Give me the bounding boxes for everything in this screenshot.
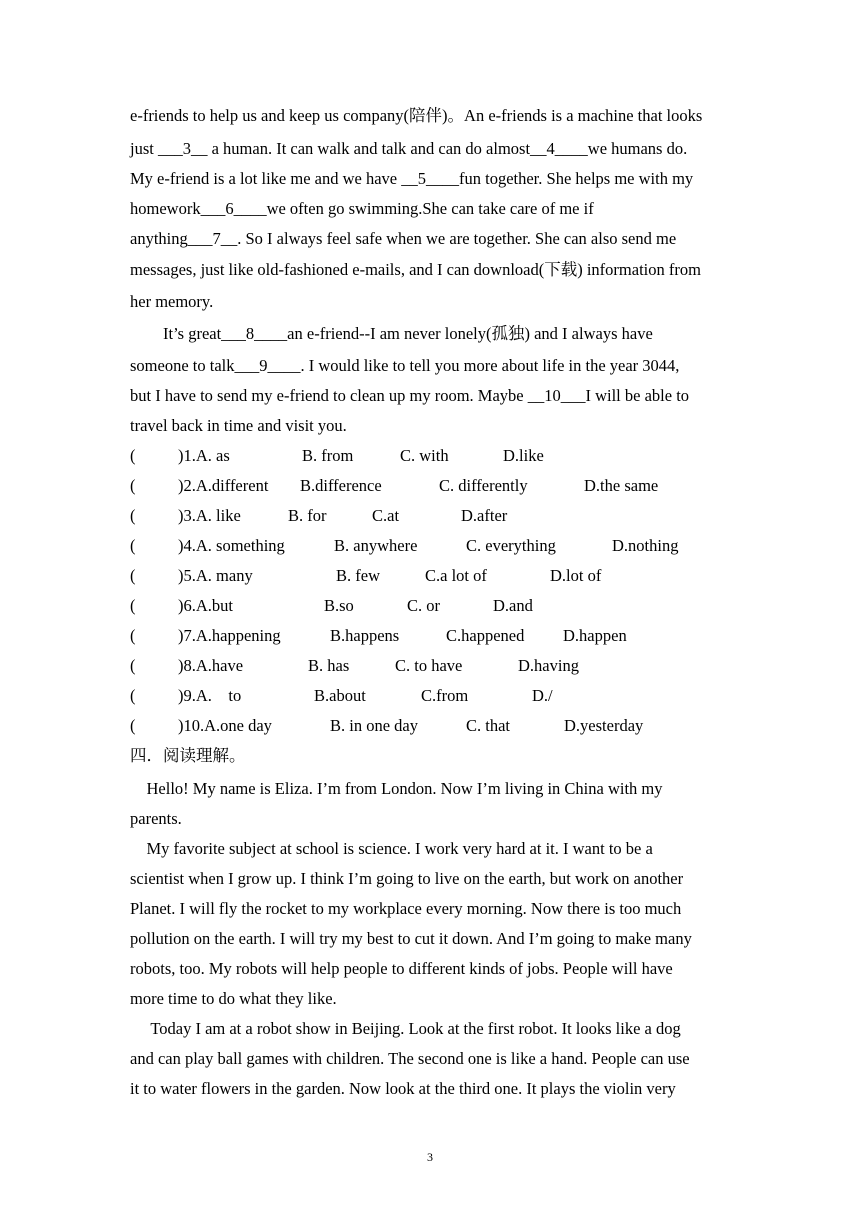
option-c: C.at bbox=[372, 506, 400, 525]
answer-bracket: ( bbox=[130, 686, 136, 705]
passage-line: It’s great___8____an e-friend--I am never lonely(孤独) and I always have bbox=[130, 324, 653, 343]
passage-line: travel back in time and visit you. bbox=[130, 416, 347, 435]
option-d: D.the same bbox=[584, 476, 659, 495]
question-row bbox=[130, 446, 730, 466]
option-a: )10.A.one day bbox=[178, 716, 272, 735]
section-heading: 四．阅读理解。 bbox=[130, 746, 246, 765]
option-d: D.after bbox=[461, 506, 508, 525]
passage-line: homework___6____we often go swimming.She can take care of me if bbox=[130, 199, 594, 218]
option-c: C. differently bbox=[439, 476, 528, 495]
option-b: B. for bbox=[288, 506, 327, 525]
option-b: B. few bbox=[336, 566, 380, 585]
question-row bbox=[130, 716, 730, 736]
question-row bbox=[130, 686, 730, 706]
option-c: C.from bbox=[421, 686, 469, 705]
passage-line: someone to talk___9____. I would like to tell you more about life in the year 3044, bbox=[130, 356, 680, 375]
option-c: C. or bbox=[407, 596, 440, 615]
option-a: )6.A.but bbox=[178, 596, 233, 615]
reading-line: robots, too. My robots will help people to different kinds of jobs. People will have bbox=[130, 959, 673, 978]
answer-bracket: ( bbox=[130, 626, 136, 645]
option-b: B.happens bbox=[330, 626, 400, 645]
reading-line: Hello! My name is Eliza. I’m from London. Now I’m living in China with my bbox=[130, 779, 663, 798]
option-a: )9.A. to bbox=[178, 686, 242, 705]
option-b: B. anywhere bbox=[334, 536, 418, 555]
option-c: C. that bbox=[466, 716, 510, 735]
option-b: B. has bbox=[308, 656, 350, 675]
question-row bbox=[130, 536, 730, 556]
option-a: )8.A.have bbox=[178, 656, 244, 675]
question-row bbox=[130, 626, 730, 646]
reading-line: Today I am at a robot show in Beijing. Look at the first robot. It looks like a dog bbox=[130, 1019, 681, 1038]
reading-line: pollution on the earth. I will try my best to cut it down. And I’m going to make many bbox=[130, 929, 692, 948]
question-row bbox=[130, 596, 730, 616]
question-row bbox=[130, 476, 730, 496]
option-c: C. to have bbox=[395, 656, 463, 675]
question-row bbox=[130, 506, 730, 526]
answer-bracket: ( bbox=[130, 656, 136, 675]
answer-bracket: ( bbox=[130, 716, 136, 735]
reading-line: parents. bbox=[130, 809, 182, 828]
option-d: D.having bbox=[518, 656, 579, 675]
passage-line: anything___7__. So I always feel safe when we are together. She can also send me bbox=[130, 229, 677, 248]
option-c: C. with bbox=[400, 446, 449, 465]
option-a: )7.A.happening bbox=[178, 626, 281, 645]
passage-line: My e-friend is a lot like me and we have __5____fun together. She helps me with my bbox=[130, 169, 694, 188]
option-d: D./ bbox=[532, 686, 553, 705]
option-c: C.happened bbox=[446, 626, 525, 645]
passage-line: messages, just like old-fashioned e-mails, and I can download(下载) information from bbox=[130, 260, 701, 279]
question-row bbox=[130, 656, 730, 676]
page-number: 3 bbox=[427, 1150, 433, 1164]
reading-line: scientist when I grow up. I think I’m going to live on the earth, but work on another bbox=[130, 869, 684, 888]
answer-bracket: ( bbox=[130, 506, 136, 525]
option-d: D.nothing bbox=[612, 536, 679, 555]
option-c: C. everything bbox=[466, 536, 556, 555]
reading-line: and can play ball games with children. The second one is like a hand. People can use bbox=[130, 1049, 690, 1068]
option-a: )5.A. many bbox=[178, 566, 253, 585]
answer-bracket: ( bbox=[130, 536, 136, 555]
option-d: D.like bbox=[503, 446, 544, 465]
passage-line: her memory. bbox=[130, 292, 214, 311]
answer-bracket: ( bbox=[130, 566, 136, 585]
option-d: D.happen bbox=[563, 626, 627, 645]
option-b: B. from bbox=[302, 446, 354, 465]
option-a: )1.A. as bbox=[178, 446, 230, 465]
option-d: D.lot of bbox=[550, 566, 602, 585]
passage-line: but I have to send my e-friend to clean up my room. Maybe __10___I will be able to bbox=[130, 386, 690, 405]
option-b: B.so bbox=[324, 596, 354, 615]
passage-line: e-friends to help us and keep us company(陪伴)。An e-friends is a machine that looks bbox=[130, 106, 703, 125]
answer-bracket: ( bbox=[130, 596, 136, 615]
option-d: D.and bbox=[493, 596, 533, 615]
option-c: C.a lot of bbox=[425, 566, 487, 585]
option-a: )4.A. something bbox=[178, 536, 285, 555]
answer-bracket: ( bbox=[130, 476, 136, 495]
passage-line: just ___3__ a human. It can walk and talk and can do almost__4____we humans do. bbox=[130, 139, 688, 158]
reading-line: more time to do what they like. bbox=[130, 989, 337, 1008]
reading-line: Planet. I will fly the rocket to my workplace every morning. Now there is too much bbox=[130, 899, 682, 918]
answer-bracket: ( bbox=[130, 446, 136, 465]
reading-line: My favorite subject at school is science. I work very hard at it. I want to be a bbox=[130, 839, 653, 858]
option-b: B. in one day bbox=[330, 716, 418, 735]
option-a: )2.A.different bbox=[178, 476, 269, 495]
question-row bbox=[130, 566, 730, 586]
option-a: )3.A. like bbox=[178, 506, 241, 525]
reading-line: it to water flowers in the garden. Now look at the third one. It plays the violin very bbox=[130, 1079, 676, 1098]
option-d: D.yesterday bbox=[564, 716, 644, 735]
option-b: B.about bbox=[314, 686, 366, 705]
option-b: B.difference bbox=[300, 476, 382, 495]
